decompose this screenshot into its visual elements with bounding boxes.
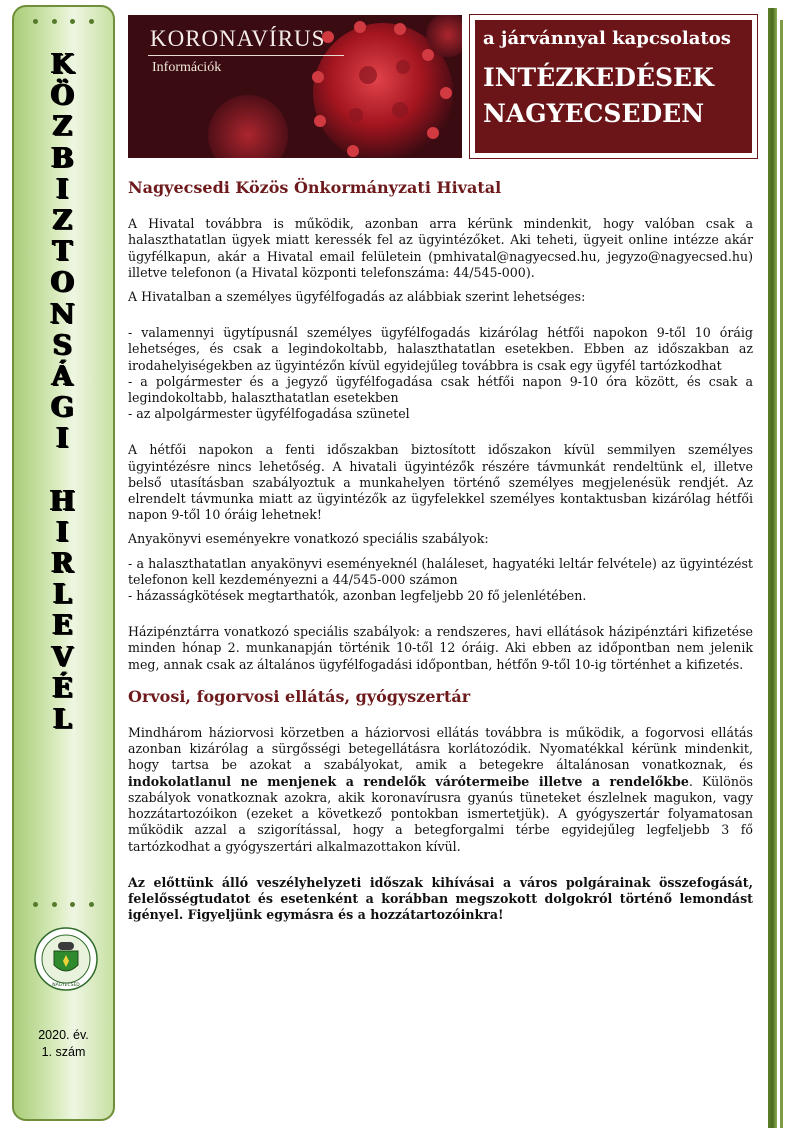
title-letter: L — [53, 579, 74, 611]
right-border — [768, 8, 777, 1128]
title-letter: R — [51, 548, 76, 580]
title-letter: I — [56, 516, 71, 548]
list-item: - házasságkötések megtarthatók, azonban legfeljebb 20 fő jelenlétében. — [128, 588, 587, 604]
title-letter: V — [52, 641, 75, 673]
title-letter: Á — [52, 361, 75, 393]
paragraph: A Hivatalban a személyes ügyfélfogadás az alábbiak szerint lehetséges: — [128, 289, 586, 305]
right-border-line — [780, 20, 783, 1128]
issue-year: 2020. év. — [38, 1028, 89, 1042]
title-letter: B — [51, 142, 76, 174]
section-heading-medical: Orvosi, fogorvosi ellátás, gyógyszertár — [128, 686, 471, 706]
title-letter: I — [56, 423, 71, 455]
paragraph: Anyakönyvi eseményekre vonatkozó speciális szabályok: — [128, 531, 489, 547]
badge-line-3: NAGYECSEDEN — [483, 99, 705, 128]
image-title: KORONAVÍRUS — [150, 26, 326, 51]
measures-title-badge — [470, 15, 757, 158]
image-subtitle: Információk — [152, 60, 222, 75]
title-letter: Z — [52, 205, 75, 237]
title-letter: Ö — [50, 80, 77, 112]
coronavirus-header-image — [128, 15, 462, 158]
paragraph: A hétfői napokon a fenti időszakban biztosított időszakon kívül semmilyen személyes ügyintézésre nincs lehetőség. A hivatali ügyintézők részére távmunkát rendeltünk el, illetve belső utasításban szabályoztuk a munkahelyen történő személyes megjelenésük rendjét. Az elrendelt távmunka miatt az ügyintézők az ügyfelekkel személyes kontaktusban kizárólag hétfői napon 9-től 10 óráig lehetnek! — [128, 442, 753, 523]
title-letter: N — [50, 298, 77, 330]
title-letter: E — [52, 610, 75, 642]
sidebar — [12, 5, 115, 1121]
vertical-newsletter-title — [14, 49, 113, 735]
text-run: Mindhárom háziorvosi körzetben a háziorvosi ellátás továbbra is működik, a fogorvosi ellátás azonban kizárólag a sürgősségi betegellátásra korlátozódik. Nyomatékkal kérünk mindenkit, hogy tartsa be azokat a szabályokat, amik a betegekre általánosan vonatkoznak, és — [128, 725, 753, 773]
section-heading-office: Nagyecsedi Közös Önkormányzati Hivatal — [128, 178, 502, 197]
title-letter: Z — [52, 111, 75, 143]
badge-main-title — [483, 60, 714, 132]
paragraph — [128, 725, 753, 855]
article-body — [128, 180, 753, 923]
title-letter: G — [50, 392, 77, 424]
text-run: . Különös szabályok vonatkoznak azokra, akik koronavírusra gyanús tüneteket észlelnek magukon, vagy hozzátartozóikon (ezeket a következő pontokban ismertetjük). A gyógyszertár folyamatosan működik azzal a szigorítással, hogy a betegforgalmi térbe egyidejűleg legfeljebb 3 fő tartózkodhat a gyógyszertári alkalmazottakon kívül. — [128, 773, 753, 854]
closing-appeal: Az előttünk álló veszélyhelyzeti időszak kihívásai a város polgárainak összefogását, felelősségtudatot és esetenként a korábban megszokott dolgokról történő lemondást igényel. Figyeljünk egymásra és a hozzátartozóinkra! — [128, 874, 753, 923]
paragraph: Házipénztárra vonatkozó speciális szabályok: a rendszeres, havi ellátások házipénztári kifizetése minden hónap 2. munkanapján történik 10-től 12 óráig. Aki ebben az időpontban nem jelenik meg, annak csak az általános ügyfélfogadási időpontban, hétfőn 9-től 10-ig történhet a kifizetés. — [128, 624, 753, 672]
issue-info — [14, 1027, 113, 1061]
paragraph: A Hivatal továbbra is működik, azonban arra kérünk mindenkit, hogy valóban csak a halaszthatatlan ügyek miatt keressék fel az ügyintézőket. Aki teheti, ügyeit online intézze akár ügyfélkapun, akár a Hivatal email felületein (pmhivatal@nagyecsed.hu, jegyzo@nagyecsed.hu) illetve telefonon (a Hivatal központi telefonszáma: 44/545-000). — [128, 216, 753, 280]
list-item: - a polgármester és a jegyző ügyfélfogadása csak hétfői napon 9-10 óra között, és csak a legindokoltabb, halaszthatatlan esetekben — [128, 373, 753, 406]
svg-text:NAGYECSED: NAGYECSED — [52, 983, 80, 988]
badge-line-2: INTÉZKEDÉSEK — [483, 63, 714, 92]
title-letter: É — [52, 672, 75, 704]
title-letter: I — [56, 173, 71, 205]
bottom-dots — [14, 902, 113, 907]
title-letter: O — [50, 267, 77, 299]
fire-brigade-emblem — [34, 927, 98, 991]
title-letter: L — [53, 704, 74, 736]
list-item: - az alpolgármester ügyfélfogadása szünetel — [128, 406, 410, 422]
title-letter: T — [52, 236, 75, 268]
title-letter: K — [50, 49, 77, 80]
title-underline — [148, 55, 344, 56]
badge-line-1: a járvánnyal kapcsolatos — [483, 28, 731, 49]
title-letter: S — [52, 329, 75, 361]
issue-number: 1. szám — [41, 1045, 86, 1059]
top-dots — [14, 19, 113, 24]
title-letter: H — [49, 485, 78, 517]
list-item: - a halaszthatatlan anyakönyvi eseményeknél (haláleset, hagyatéki leltár felvétele) az ügyintézést telefonon kell kezdeményezni a 44/545-000 számon — [128, 555, 753, 587]
emphasis-text: indokolatlanul ne menjenek a rendelők várótermeibe illetve a rendelőkbe — [128, 773, 689, 789]
list-item: - valamennyi ügytípusnál személyes ügyfélfogadás kizárólag hétfői napokon 9-től 10 óráig lehetséges, és csak a legindokoltabb, halaszthatatlan esetekben. Ebben az időszakban az irodahelyiségekben az ügyintézőn kívül egyidejűleg továbbra is csak egy ügyfél tartózkodhat — [128, 325, 753, 373]
